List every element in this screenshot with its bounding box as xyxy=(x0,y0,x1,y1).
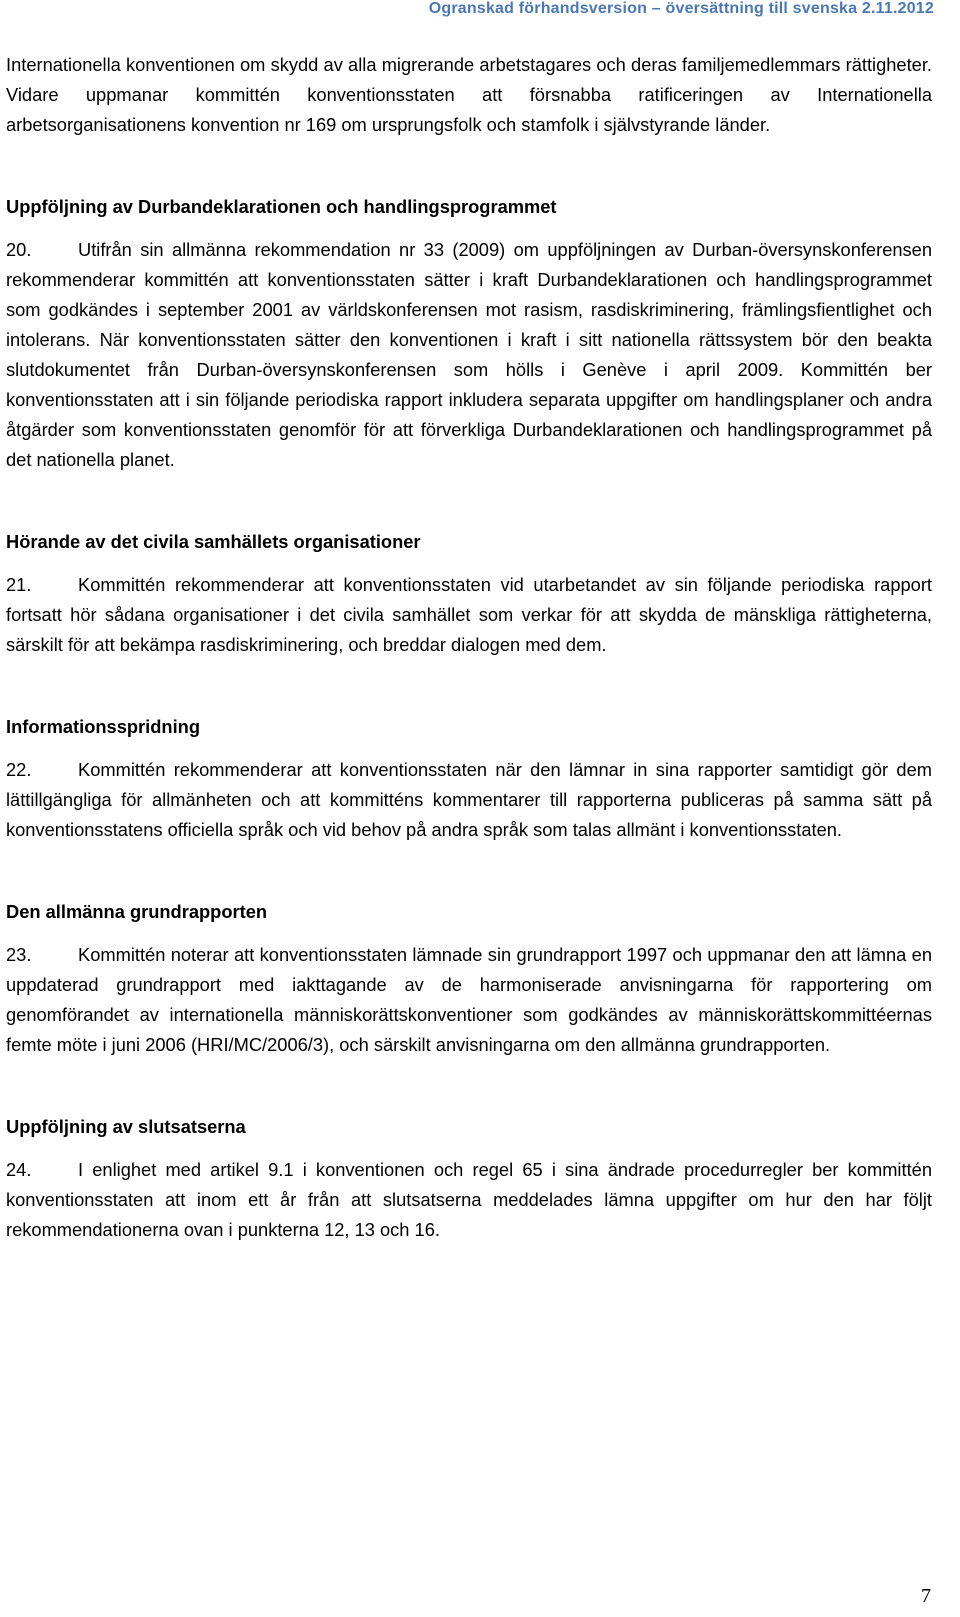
paragraph-text: Kommittén rekommenderar att konventionsstaten när den lämnar in sina rapporter samtidigt gör dem lättillgängliga för allmänheten och att kommitténs kommentarer till rapporterna publiceras på samma sätt på konventionsstatens officiella språk och vid behov på andra språk som talas allmänt i konventionsstaten. xyxy=(6,759,932,840)
intro-paragraph: Internationella konventionen om skydd av alla migrerande arbetstagares och deras familjemedlemmars rättigheter. Vidare uppmanar kommittén konventionsstaten att försnabba ratificeringen av Internationella arbetsorganisationens konvention nr 169 om ursprungsfolk och stamfolk i självstyrande länder. xyxy=(6,54,932,135)
paragraph-number: 22. xyxy=(6,759,32,780)
paragraph-text: Utifrån sin allmänna rekommendation nr 33 (2009) om uppföljningen av Durban-översynskonferensen rekommenderar kommittén att konventionsstaten sätter i kraft Durbandeklarationen och handlingsprogrammet som godkändes i september 2001 av världskonferensen mot rasism, rasdiskriminering, främlingsfientlighet och intolerans. När konventionsstaten sätter den konventionen i kraft i sitt nationella rättssystem bör den beakta slutdokumentet från Durban-översynskonferensen som hölls i Genève i april 2009. Kommittén ber konventionsstaten att i sin följande periodiska rapport inkludera separata uppgifter om handlingsplaner och andra åtgärder som konventionsstaten genomför för att förverkliga Durbandeklarationen och handlingsprogrammet på det nationella planet. xyxy=(6,239,932,470)
section-heading-follow-up: Uppföljning av slutsatserna xyxy=(6,1116,246,1137)
document-body xyxy=(6,50,932,1245)
page-number: 7 xyxy=(921,1585,931,1607)
section-heading-information: Informationsspridning xyxy=(6,716,200,737)
paragraph-23 xyxy=(6,940,932,1060)
paragraph-number: 21. xyxy=(6,574,32,595)
paragraph-text: Kommittén noterar att konventionsstaten lämnade sin grundrapport 1997 och uppmanar den att lämna en uppdaterad grundrapport med iakttagande av de harmoniserade anvisningarna för rapportering om genomförandet av internationella människorättskonventioner som godkändes av människorättskommittéernas femte möte i juni 2006 (HRI/MC/2006/3), och särskilt anvisningarna om den allmänna grundrapporten. xyxy=(6,944,932,1055)
paragraph-number: 20. xyxy=(6,239,32,260)
paragraph-20 xyxy=(6,235,932,475)
section-heading-core-document: Den allmänna grundrapporten xyxy=(6,901,268,922)
draft-header-note: Ogranskad förhandsversion – översättning till svenska 2.11.2012 xyxy=(428,0,934,17)
section-heading-civil-society: Hörande av det civila samhällets organisationer xyxy=(6,531,421,552)
paragraph-21 xyxy=(6,570,932,660)
paragraph-22 xyxy=(6,755,932,845)
section-heading-durban: Uppföljning av Durbandeklarationen och handlingsprogrammet xyxy=(6,196,557,217)
paragraph-24 xyxy=(6,1155,932,1245)
paragraph-text: Kommittén rekommenderar att konventionsstaten vid utarbetandet av sin följande periodiska rapport fortsatt hör sådana organisationer i det civila samhället som verkar för att skydda de mänskliga rättigheterna, särskilt för att bekämpa rasdiskriminering, och breddar dialogen med dem. xyxy=(6,574,932,655)
paragraph-number: 23. xyxy=(6,944,32,965)
paragraph-number: 24. xyxy=(6,1159,32,1180)
paragraph-text: I enlighet med artikel 9.1 i konventionen och regel 65 i sina ändrade procedurregler ber kommittén konventionsstaten att inom ett år från att slutsatserna meddelades lämna uppgifter om hur den har följt rekommendationerna ovan i punkterna 12, 13 och 16. xyxy=(6,1159,932,1240)
